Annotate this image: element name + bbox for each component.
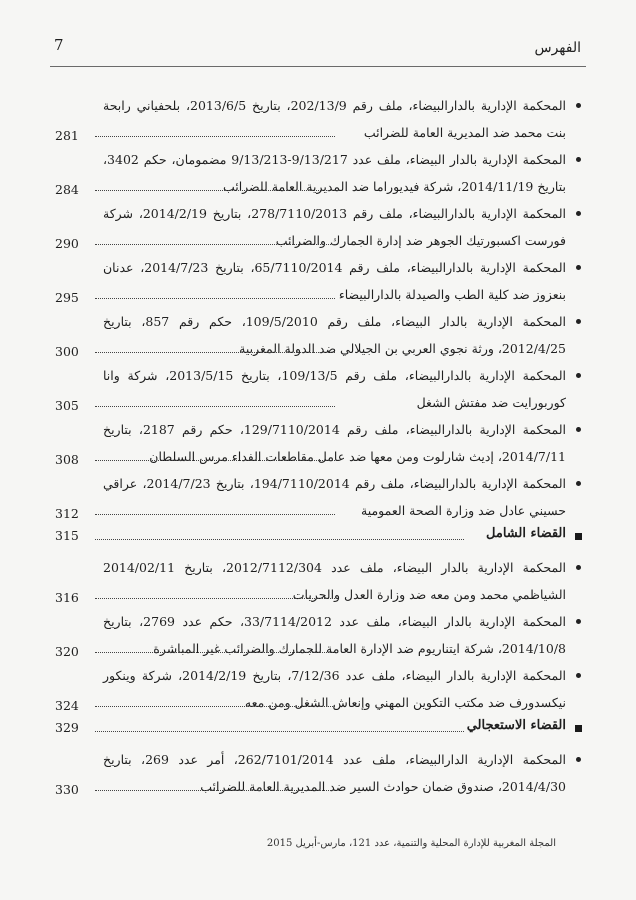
entry-text: المحكمة الإدارية بالدار البيضاء، ملف عدد 2012/7112/304، بتاريخ 2014/02/11 الشياظمي محمد ومن معه ضد وزارة العدل والحريات <box>103 560 566 602</box>
entry-text: المحكمة الإدارية بالدار البيضاء، ملف عدد 9/13/217-9/13/213 مضمومان، حكم 3402، بتاريخ 2014/11/19، شركة فيديوراما ضد المديرية العامة للضرائب <box>103 152 566 194</box>
bullet-icon <box>576 157 581 162</box>
section-page: 329 <box>55 720 79 735</box>
entry-page: 295 <box>55 290 79 305</box>
header-divider <box>50 66 586 67</box>
entry-page: 316 <box>55 590 79 605</box>
entry-page: 284 <box>55 182 79 197</box>
bullet-icon <box>576 757 581 762</box>
dot-leader <box>95 790 335 791</box>
square-bullet-icon <box>575 725 582 732</box>
index-entry <box>55 146 584 200</box>
page-number: 7 <box>54 36 64 54</box>
bullet-icon <box>576 211 581 216</box>
index-entry <box>55 200 584 254</box>
bullet-icon <box>576 265 581 270</box>
entry-page: 308 <box>55 452 79 467</box>
section-page: 315 <box>55 528 79 543</box>
dot-leader <box>95 244 335 245</box>
dot-leader <box>95 539 464 540</box>
entry-page: 305 <box>55 398 79 413</box>
entry-text: المحكمة الإدارية بالدارالبيضاء، ملف رقم 129/7110/2014، حكم رقم 2187، بتاريخ 2014/7/11، إديث شارلوت ومن معها ضد عامل مقاطعات الفداء مرس السلطان <box>103 422 567 464</box>
square-bullet-icon <box>575 533 582 540</box>
bullet-icon <box>576 673 581 678</box>
bullet-icon <box>576 373 581 378</box>
index-content <box>0 92 636 800</box>
entry-page: 324 <box>55 698 79 713</box>
journal-footer: المجلة المغربية للإدارة المحلية والتنمية، عدد 121، مارس-أبريل 2015 <box>266 838 556 849</box>
dot-leader <box>95 652 335 653</box>
dot-leader <box>95 460 335 461</box>
bullet-icon <box>576 565 581 570</box>
dot-leader <box>95 514 335 515</box>
index-entry <box>55 92 584 146</box>
dot-leader <box>95 352 335 353</box>
bullet-icon <box>576 103 581 108</box>
index-entry <box>55 416 584 470</box>
entry-text: المحكمة الإدارية بالدارالبيضاء، ملف رقم 194/7110/2014، بتاريخ 2014/7/23، عراقي حسيني عادل ضد وزارة الصحة العمومية <box>103 476 567 518</box>
entry-page: 320 <box>55 644 79 659</box>
index-entry <box>55 662 584 716</box>
entry-text: المحكمة الإدارية بالدار البيضاء، ملف رقم 109/5/2010، حكم رقم 857، بتاريخ 2012/4/25، ورثة نجوي العربي بن الجيلالي ضد الدولة المغربية <box>103 314 566 356</box>
dot-leader <box>95 598 335 599</box>
entry-text: المحكمة الإدارية بالدارالبيضاء، ملف رقم 278/7110/2013، بتاريخ 2014/2/19، شركة فورست اكسبورتيك الجوهر ضد إدارة الجمارك والضرائب <box>103 206 567 248</box>
entry-text: المحكمة الإدارية بالدار البيضاء، ملف عدد 33/7114/2012، حكم عدد 2769، بتاريخ 2014/10/8، شركة ايتناريوم ضد الإدارة العامة للجمارك والضرائب غير المباشرة <box>103 614 567 656</box>
section-heading <box>55 524 584 554</box>
index-entry <box>55 254 584 308</box>
dot-leader <box>95 406 335 407</box>
dot-leader <box>95 731 464 732</box>
page-title: الفهرس <box>534 40 581 56</box>
section-title: القضاء الاستعجالي <box>466 718 566 733</box>
index-entry <box>55 554 584 608</box>
entry-page: 330 <box>55 782 79 797</box>
entry-page: 312 <box>55 506 79 521</box>
entry-page: 290 <box>55 236 79 251</box>
entry-text: المحكمة الإدارية بالدارالبيضاء، ملف رقم 65/7110/2014، بتاريخ 2014/7/23، عدنان بنعزوز ضد كلية الطب والصيدلة بالدارالبيضاء <box>103 260 566 302</box>
dot-leader <box>95 706 335 707</box>
section-title: القضاء الشامل <box>486 526 566 541</box>
bullet-icon <box>576 319 581 324</box>
index-entry <box>55 746 584 800</box>
bullet-icon <box>576 481 581 486</box>
entry-page: 281 <box>55 128 79 143</box>
bullet-icon <box>576 427 581 432</box>
bullet-icon <box>576 619 581 624</box>
dot-leader <box>95 190 335 191</box>
dot-leader <box>95 136 335 137</box>
entry-text: المحكمة الإدارية الدارالبيضاء، ملف عدد 262/7101/2014، أمر عدد 269، بتاريخ 2014/4/30، صندوق ضمان حوادث السير ضد المديرية العامة للضرائب <box>103 752 567 794</box>
index-entry <box>55 308 584 362</box>
entry-page: 300 <box>55 344 79 359</box>
section-heading <box>55 716 584 746</box>
entry-text: المحكمة الإدارية بالدارالبيضاء، ملف رقم 202/13/9، بتاريخ 2013/6/5، بلحفياني رابحة بنت محمد ضد المديرية العامة للضرائب <box>103 98 567 140</box>
index-entry <box>55 362 584 416</box>
dot-leader <box>95 298 335 299</box>
entry-text: المحكمة الإدارية بالدارالبيضاء، ملف رقم 109/13/5، بتاريخ 2013/5/15، شركة وانا كوربورايت ضد مفتش الشغل <box>103 368 566 410</box>
index-entry <box>55 608 584 662</box>
index-entry <box>55 470 584 524</box>
entry-text: المحكمة الإدارية بالدار البيضاء، ملف عدد 7/12/36، بتاريخ 2014/2/19، شركة وينكور نيكسدورف ضد مكتب التكوين المهني وإنعاش الشغل ومن معه <box>103 668 566 710</box>
